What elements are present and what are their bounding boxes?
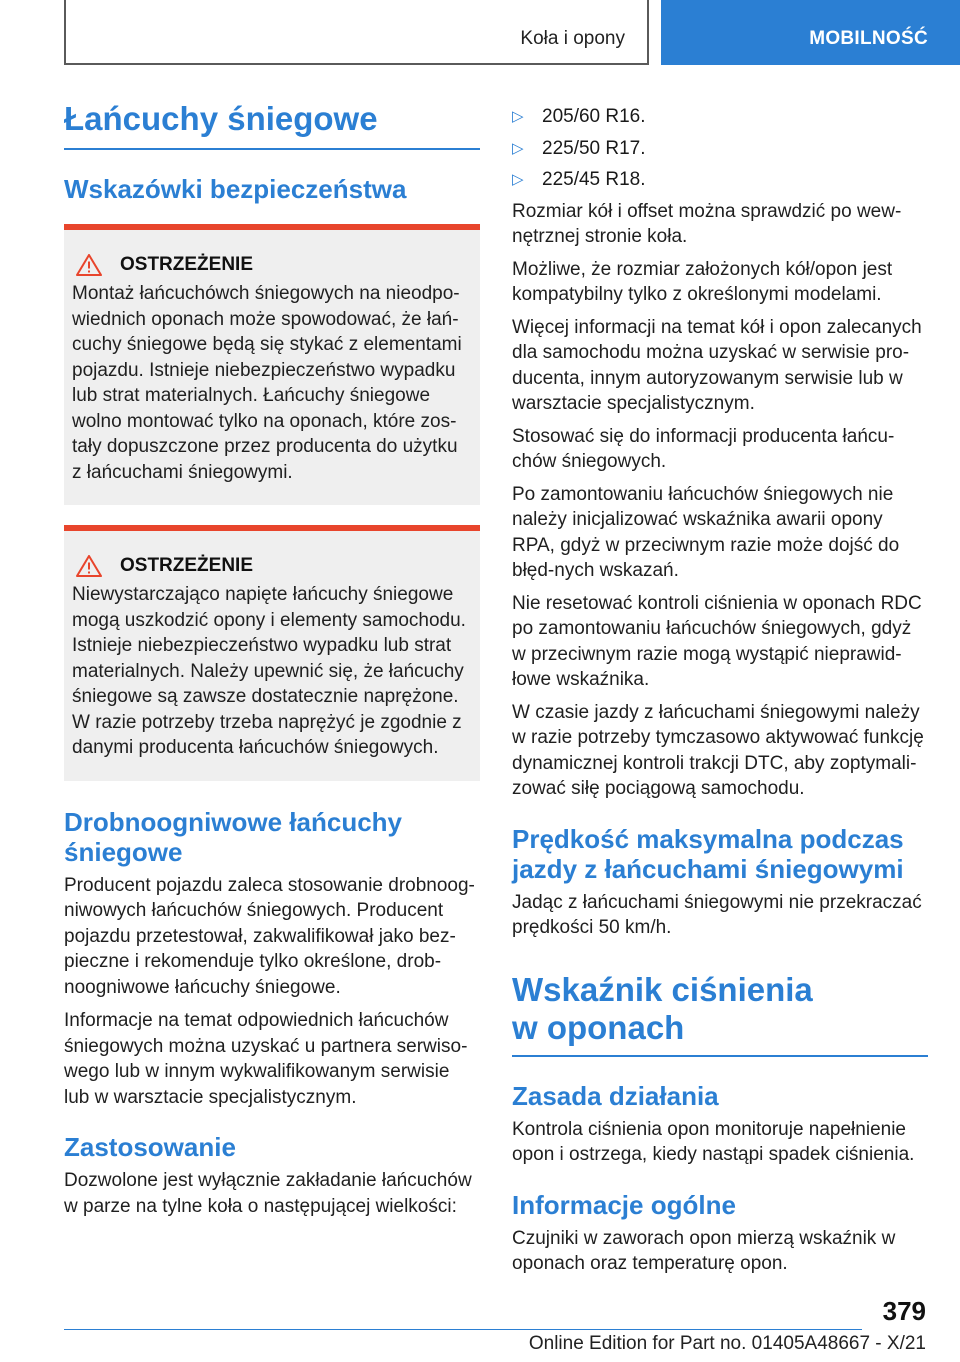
paragraph-wheel-offset: Rozmiar kół i offset można sprawdzić po wew‐nętrznej stronie koła.	[512, 200, 902, 247]
size-list-item	[512, 136, 928, 162]
paragraph-manufacturer-info: Stosować się do informacji producenta łańcu‐chów śniegowych.	[512, 425, 895, 472]
size-value: 225/45 R18.	[542, 169, 646, 190]
warning-text-1: Montaż łańcuchówch śniegowych na nieodpo‐wiednich oponach może spowodować, że łań‐cuchy śniegowe będą się stykać z elementami pojazdu. Istnieje niebezpieczeństwo wypadku lub strat materialnych. Łańcuchy śniegowe wolno montować tylko na oponach, które zos‐tały dopuszczone przez producenta do użytku z łańcuchami śniegowymi.	[72, 283, 462, 483]
warning-box-2	[64, 525, 480, 781]
triangle-bullet-icon: ▷	[512, 139, 524, 157]
paragraph-compatibility: Możliwe, że rozmiar założonych kół/opon jest kompatybilny tylko z określonymi modelami.	[512, 258, 893, 305]
size-value: 205/60 R16.	[542, 106, 646, 127]
header-section-title: Koła i opony	[520, 28, 625, 49]
paragraph-dtc: W czasie jazdy z łańcuchami śniegowymi należy w razie potrzeby tymczasowo aktywować funkcję dynamicznej kontroli trakcji DTC, aby zoptymali‐zować siłę pociągową samochodu.	[512, 701, 924, 799]
right-column	[512, 104, 928, 1277]
safety-heading: Wskazówki bezpieczeństwa	[64, 174, 407, 204]
usage-heading: Zastosowanie	[64, 1132, 236, 1162]
general-info-heading: Informacje ogólne	[512, 1189, 736, 1220]
page-number: 379	[882, 1296, 926, 1326]
fine-chains-paragraph-2: Informacje na temat odpowiednich łańcuchów śniegowych można uzyskać u partnera serwiso‐wego lub w innym wykwalifikowanym serwisie lub w warsztacie specjalistycznym.	[64, 1010, 468, 1108]
tpms-title	[512, 971, 928, 1057]
warning-title-1	[72, 252, 472, 277]
max-speed-heading: Prędkość maksymalna podczas jazdy z łańcuchami śniegowymi	[512, 823, 904, 884]
size-value: 225/50 R17.	[542, 137, 646, 159]
max-speed-paragraph: Jadąc z łańcuchami śniegowymi nie przekraczać prędkości 50 km/h.	[512, 891, 922, 938]
warning-label-1: OSTRZEŻENIE	[120, 254, 254, 275]
size-list-item	[512, 167, 928, 193]
header-chapter-title: MOBILNOŚĆ	[809, 28, 928, 49]
page-title: Łańcuchy śniegowe	[64, 100, 480, 150]
header-section-box	[64, 0, 649, 65]
paragraph-more-info: Więcej informacji na temat kół i opon zalecanych dla samochodu można uzyskać w serwisie pro‐ducenta, innym autoryzowanym serwisie lub w warsztacie specjalistycznym.	[512, 316, 922, 414]
triangle-bullet-icon: ▷	[512, 171, 524, 188]
paragraph-rdc: Nie resetować kontroli ciśnienia w oponach RDC po zamontowaniu łańcuchów śniegowych, gdyż w przeciwnym razie mogą wystąpić nieprawid‐łowe wskaźnika.	[512, 592, 922, 690]
fine-chains-heading: Drobnoogniwowe łańcuchy śniegowe	[64, 806, 403, 867]
left-column	[64, 100, 480, 1219]
paragraph-rpa: Po zamontowaniu łańcuchów śniegowych nie należy inicjalizować wskaźnika awarii opony RPA, gdyż w przeciwnym razie może dojść do błęd‐nych wskazań.	[512, 483, 900, 581]
tpms-title-line-2: w oponach	[512, 1008, 685, 1046]
size-list-item	[512, 104, 928, 130]
warning-triangle-icon	[76, 254, 102, 276]
warning-title-2	[72, 553, 472, 578]
principle-heading: Zasada działania	[512, 1080, 719, 1111]
warning-text-2: Niewystarczająco napięte łańcuchy śniegowe mogą uszkodzić opony i elementy samochodu. Istnieje niebezpieczeństwo wypadku lub strat materialnych. Należy upewnić się, że łańcuchy śniegowe są zawsze dostatecznie naprężone. W razie potrzeby trzeba naprężyć je zgodnie z danymi producenta łańcuchów śniegowych.	[72, 584, 466, 758]
fine-chains-paragraph-1: Producent pojazdu zaleca stosowanie drobnoog‐niwowych łańcuchów śniegowych. Producent pojazdu przetestował, zakwalifikował jako bez‐pieczne i rekomenduje tylko określone, drob‐noogniwowe łańcuchy śniegowe.	[64, 874, 475, 998]
tpms-title-line-1: Wskaźnik ciśnienia	[512, 970, 813, 1008]
usage-paragraph: Dozwolone jest wyłącznie zakładanie łańcuchów w parze na tylne koła o następującej wielkości:	[64, 1170, 472, 1217]
header-chapter-tab	[661, 0, 960, 65]
footer-edition-text: Online Edition for Part no. 01405A48667 - X/21	[528, 1333, 926, 1354]
general-info-paragraph: Czujniki w zaworach opon mierzą wskaźnik w oponach oraz temperaturę opon.	[512, 1227, 896, 1274]
warning-box-1	[64, 224, 480, 505]
principle-paragraph: Kontrola ciśnienia opon monitoruje napełnienie opon i ostrzega, kiedy nastąpi spadek ciśnienia.	[512, 1118, 915, 1165]
footer-divider	[64, 1329, 862, 1330]
warning-triangle-icon	[76, 555, 102, 577]
triangle-bullet-icon: ▷	[512, 108, 524, 125]
warning-label-2: OSTRZEŻENIE	[120, 555, 254, 576]
